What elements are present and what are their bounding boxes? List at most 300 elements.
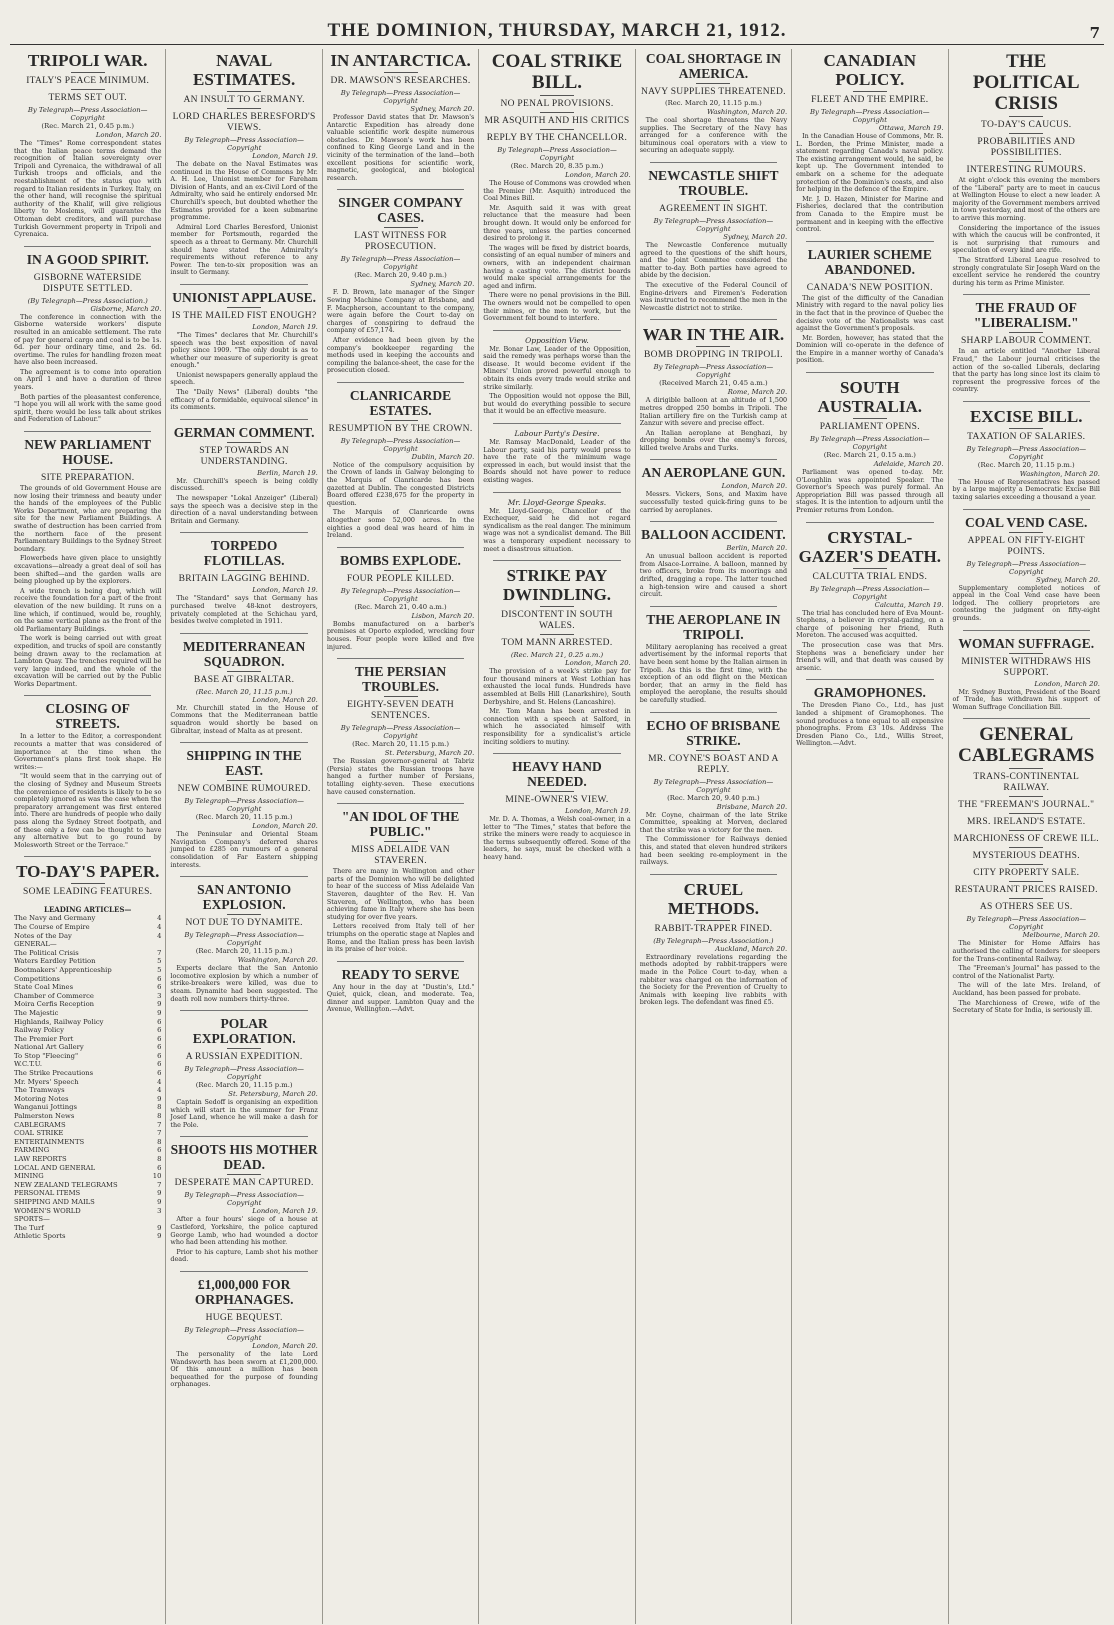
article-heading: UNIONIST APPLAUSE.: [172, 289, 317, 305]
article-heading: £1,000,000 FOR ORPHANAGES.: [194, 1277, 294, 1308]
article: [170, 1136, 317, 1264]
toc-item-page: 6: [157, 1069, 162, 1078]
article-byline: By Telegraph—Press Association—Copyright: [653, 363, 774, 380]
article-received: (Rec. March 21, 0.40 a.m.): [354, 602, 447, 611]
article-byline: (By Telegraph—Press Association.): [653, 936, 774, 945]
heading-rule: [1009, 428, 1043, 429]
toc-item-label: COAL STRIKE: [14, 1129, 64, 1138]
toc-item-label: National Art Gallery: [14, 1043, 84, 1052]
article-byline: (Rec. March 21, 0.25 a.m.): [510, 651, 604, 660]
article-subheading: ITALY'S PEACE MINIMUM.: [26, 76, 150, 86]
article-paragraph: A wide trench is being dug, which will receive the foundation for a part of the front elevation of the new building. It runs on a line which, if continued, would be, roughly, on the same vertical plane as the front of the old Parliamentary Buildings.: [14, 586, 162, 633]
toc-item-label: The Turf: [14, 1223, 44, 1232]
article-separator: [493, 753, 620, 754]
heading-rule: [227, 570, 261, 571]
article-heading: NEWCASTLE SHIFT TROUBLE.: [648, 167, 779, 198]
columns: [10, 49, 1104, 1624]
article-heading: TO-DAY'S PAPER.: [16, 862, 160, 882]
article: [14, 51, 161, 239]
article: [483, 330, 630, 416]
article-paragraph: "The Times" declares that Mr. Churchill's speech was the best exposition of naval policy since 1909. "The only doubt is as to whether our measure of superiority is great enough.": [170, 330, 318, 370]
toc-item: [14, 1052, 161, 1061]
toc-item-page: 6: [157, 974, 162, 983]
article-subheading: RESTAURANT PRICES RAISED.: [954, 885, 1098, 896]
article-subheading: A RUSSIAN EXPEDITION.: [185, 1052, 303, 1063]
article: [796, 51, 943, 234]
toc-item-page: 6: [157, 1051, 162, 1060]
toc-item-page: 7: [157, 1129, 162, 1138]
article-paragraph: Mr. D. A. Thomas, a Welsh coal-owner, in a letter to "The Times," states that before the strike the miners were ready to acquiesce in the terms subsequently offered. Some of the leaders, he says, must be checked with a heavy hand.: [483, 815, 631, 862]
toc-item-label: Railway Policy: [14, 1026, 64, 1035]
article: [14, 246, 161, 424]
article-paragraph: The "Times" Rome correspondent states that the Italian peace terms demand the recognition of Italian sovereignty over Tripoli and Cyrenaica, the withdrawal of all Turkish troops and officials, and the reestablishment of the status quo with regard to Italian residents in Turkey. Italy, on the other hand, will recognise the spiritual authority of the Khalif, will give religious liberty to Moslems, will guarantee the Ottoman debt creditors, and will purchase Turkish Government property in Tripoli and Cyrenaica.: [14, 139, 162, 239]
article-subheading: NEW COMBINE RUMOURED.: [177, 784, 311, 795]
article-dateline: Lisbon, March 20.: [411, 611, 475, 620]
article-subheading: INTERESTING RUMOURS.: [966, 165, 1086, 175]
article-paragraph: F. D. Brown, late manager of the Singer Sewing Machine Company at Brisbane, and F. Macpherson, accountant to the company, were again before the Court to-day on charges of conspiring to defraud the company of £57,174.: [326, 288, 475, 335]
article-heading: TRIPOLI WAR.: [27, 51, 148, 70]
article-separator: [337, 803, 464, 804]
article: [170, 532, 317, 625]
toc-item-label: To Stop "Fleecing": [14, 1051, 79, 1060]
article: [640, 162, 787, 312]
toc-item: [14, 1138, 161, 1147]
article-paragraph: The wages will be fixed by district boards, consisting of an equal number of miners and owners, with an independent chairman having a casting vote. The district boards would make special arrangements for the aged and infirm.: [483, 243, 631, 290]
toc-item-page: 6: [157, 1017, 162, 1026]
article-paragraph: After a four hours' siege of a house at Castleford, Yorkshire, the police captured George Lamb, who had wounded a doctor who had been attending his mother.: [170, 1215, 318, 1247]
article: [327, 51, 474, 182]
toc-item-label: Waters Eardley Petition: [14, 957, 96, 966]
article-subheading: TO-DAY'S CAUCUS.: [981, 120, 1072, 130]
article-heading: MEDITERRANEAN SQUADRON.: [183, 638, 306, 669]
article-dateline: London, March 19.: [565, 807, 631, 816]
toc-item-label: Competitions: [14, 974, 60, 983]
heading-rule: [696, 346, 730, 347]
article-subheading: MARCHIONESS OF CREWE ILL.: [953, 834, 1099, 845]
heading-rule: [384, 72, 418, 73]
article-paragraph: Mr. Sydney Buxton, President of the Board of Trade, has withdrawn his support of Woman Suffrage Conciliation Bill.: [952, 687, 1100, 711]
article-received: (Rec. March 21, 0.45 p.m.): [41, 122, 134, 130]
article-heading: HEAVY HAND NEEDED.: [512, 759, 602, 790]
article-dateline: London, March 19.: [252, 586, 318, 595]
article-heading: WOMAN SUFFRAGE.: [958, 635, 1095, 651]
article-subheading: MINE-OWNER'S VIEW.: [505, 795, 609, 806]
article: [483, 560, 630, 746]
article-byline: By Telegraph—Press Association—Copyright: [184, 1326, 304, 1343]
article-paragraph: In the Canadian House of Commons, Mr. R. L. Borden, the Prime Minister, made a statement regarding Canada's naval policy. The existing arrangement would, he said, be kept up. The Government intended to embark on a scheme for the adequate protection of the Dominion's coasts, and also for helping in the defence of the Empire.: [796, 132, 944, 194]
article-paragraph: Prior to his capture, Lamb shot his mother dead.: [170, 1247, 318, 1264]
article: [796, 241, 943, 365]
article-paragraph: Bombs manufactured on a barber's premises at Oporto exploded, wrecking four houses. Four people were killed and five injured.: [326, 619, 475, 651]
toc-item: [14, 949, 161, 958]
article-heading: Labour Party's Desire.: [514, 429, 600, 439]
toc-item-page: 9: [157, 1008, 162, 1017]
toc-item: [14, 1155, 161, 1164]
toc-item: [14, 992, 161, 1001]
toc-item: [14, 1069, 161, 1078]
article-heading: READY TO SERVE: [341, 966, 460, 982]
article-paragraph: A dirigible balloon at an altitude of 1,500 metres dropped 250 bombs in Tripoli. The Italian artillery fire on the Turkish camp at Zanzur with severe and precise effect.: [639, 396, 788, 428]
toc-item-page: 7: [157, 1180, 162, 1189]
article-paragraph: Mr. Lloyd-George, Chancellor of the Exchequer, said he did not regard syndicalism as the real danger. The minimum wage was not a syndicalist demand. The Bill was a temporary expedient necessary to meet a disastrous situation.: [483, 506, 631, 553]
toc-item-label: Mr. Myers' Speech: [14, 1077, 79, 1086]
toc-item-label: GENERAL—: [14, 940, 57, 949]
article-separator: [180, 742, 307, 743]
article-dateline: London, March 20.: [565, 659, 631, 668]
article-dateline: Washington, March 20.: [1019, 469, 1100, 478]
article: [640, 319, 787, 452]
article-dateline: Sydney, March 20.: [410, 105, 475, 113]
article-dateline: Melbourne, March 20.: [1022, 931, 1100, 940]
article-dateline: London, March 20.: [252, 695, 318, 704]
article-received: (Rec. March 20, 11.15 p.m.): [352, 740, 449, 749]
toc-item-label: The Majestic: [14, 1008, 59, 1017]
toc-item-label: CABLEGRAMS: [14, 1120, 66, 1129]
toc-item: [14, 1043, 161, 1052]
toc-item-page: 4: [157, 1086, 162, 1095]
heading-rule: [227, 91, 261, 92]
toc-item: [14, 1035, 161, 1044]
toc-item-page: 6: [157, 1163, 162, 1172]
article-heading: CLOSING OF STREETS.: [45, 701, 130, 732]
article-paragraph: Mr. Tom Mann has been arrested in connection with a speech at Salford, in which he associated himself with responsibility for a syndicalist's article inciting soldiers to mutiny.: [483, 707, 631, 746]
article-heading: EXCISE BILL.: [970, 406, 1083, 426]
article-paragraph: The Opposition would not oppose the Bill, but would do everything possible to secure that it would be an effective measure.: [483, 392, 631, 416]
article-subheading: MR ASQUITH AND HIS CRITICS: [484, 116, 630, 126]
article-byline: (By Telegraph—Press Association.): [27, 296, 148, 305]
toc-item: [14, 1009, 161, 1018]
article-paragraph: In an article entitled "Another Liberal Fraud," the Labour journal criticises the action of the so-called Liberals, declaring that the party has long since lost its claim to represent the progressive forces of the country.: [952, 347, 1100, 394]
toc-item-page: 8: [157, 1112, 162, 1121]
article-paragraph: The executive of the Federal Council of Engine-drivers and Firemen's Federation was instructed to recommend the men in the Newcastle district not to strike.: [639, 280, 788, 312]
article: [327, 547, 474, 651]
article-paragraph: Extraordinary revelations regarding the methods adopted by rabbit-trappers were made in the Police Court to-day, when a rabbiter was charged on the information of the Society for the Prevention of Cruelty to Animals with keeping live rabbits with broken legs. The defendant was fined £5.: [639, 952, 788, 1007]
article-paragraph: The Newcastle Conference mutually agreed to the questions of the shift hours, and the Joint Committee considered the matter to-day. Both parties have agreed to abide by the decision.: [639, 240, 788, 280]
toc-item-label: SHIPPING AND MAILS: [14, 1197, 95, 1206]
toc-item-label: Wanganui Jottings: [14, 1103, 77, 1112]
article-paragraph: Considering the importance of the issues with which the caucus will be confronted, it is not surprising that rumours and speculation of every kind are rife.: [952, 223, 1100, 255]
heading-rule: [71, 89, 105, 90]
article-heading: IN A GOOD SPIRIT.: [26, 251, 149, 267]
todays-paper-index: [14, 905, 161, 1241]
heading-rule: [1009, 532, 1043, 533]
article-subheading: AN INSULT TO GERMANY.: [183, 95, 305, 105]
article-separator: [180, 876, 307, 877]
article-heading: THE POLITICAL CRISIS: [972, 51, 1080, 114]
heading-rule: [540, 95, 574, 96]
toc-item-label: The Tramways: [14, 1086, 65, 1095]
article-byline: By Telegraph—Press Association—Copyright: [810, 108, 930, 124]
article-paragraph: An unusual balloon accident is reported from Alsace-Lorraine. A balloon, manned by two officers, broke from its moorings and drifted, dragging a rope. The latter touched a high-tension wire and caused a short circuit.: [639, 552, 788, 599]
article-separator: [650, 162, 777, 163]
heading-rule: [853, 568, 887, 569]
article-paragraph: The provision of a week's strike pay for four thousand miners at West Lothian has exhausted the local funds. Hundreds have assembled at Bells Hill (Lanarkshire), South Derbyshire, and St. Helens (Lancashire).: [483, 667, 631, 706]
article-paragraph: Captain Sedoff is organising an expedition which will start in the summer for Franz Josef Land, whence he will make a dash for the Pole.: [170, 1098, 318, 1129]
toc-item-label: Notes of the Day: [14, 931, 72, 940]
article-heading: SAN ANTONIO EXPLOSION.: [197, 882, 292, 913]
article-byline: By Telegraph—Press Association—Copyright: [653, 216, 774, 233]
article-subheading: MR. COYNE'S BOAST AND A REPLY.: [648, 753, 779, 775]
toc-item: [14, 1146, 161, 1155]
article-dateline: Ottawa, March 19.: [878, 124, 944, 132]
toc-item-page: 7: [157, 948, 162, 957]
article-paragraph: There were no penal provisions in the Bill. The owners would not be compelled to open their mines, or the men to work, but the Government felt bound to interfere.: [483, 291, 631, 323]
article-separator: [180, 1271, 307, 1272]
heading-rule: [384, 570, 418, 571]
article-heading: SOUTH AUSTRALIA.: [817, 378, 923, 417]
article: [640, 521, 787, 599]
toc-item: [14, 1086, 161, 1095]
toc-item-label: Moira Cerfis Reception: [14, 1000, 95, 1009]
article-subheading: CANADA'S NEW POSITION.: [806, 282, 933, 293]
toc-item-page: 9: [157, 1094, 162, 1103]
article-byline: By Telegraph—Press Association—Copyright: [184, 136, 304, 152]
article-heading: Mr. Lloyd-George Speaks.: [507, 497, 607, 507]
article-paragraph: The Russian governor-general at Tabriz (Persia) states the Russian troops have hanged a further number of Persians, totalling eighty-seven. These executions have caused consternation.: [326, 757, 475, 796]
article-separator: [493, 423, 620, 424]
article-paragraph: Mr. Churchill stated in the House of Commons that the Mediterranean battle squadron would shortly be based on Gibraltar, instead of Malta as at present.: [170, 703, 318, 735]
toc-item: [14, 1103, 161, 1112]
article: [953, 51, 1100, 287]
heading-rule: [1009, 898, 1043, 899]
article-heading: TORPEDO FLOTILLAS.: [203, 538, 285, 569]
heading-rule: [227, 442, 261, 443]
article-subheading: CITY PROPERTY SALE.: [973, 868, 1080, 879]
heading-rule: [384, 227, 418, 228]
article-heading: "AN IDOL OF THE PUBLIC.": [341, 809, 460, 840]
article-heading: CRYSTAL-GAZER'S DEATH.: [798, 527, 941, 566]
heading-rule: [853, 91, 887, 92]
article-paragraph: Letters received from Italy tell of her triumphs on the operatic stage at Naples and Rome, and the Italian press has been lavish in its praise of her voice.: [326, 922, 475, 954]
article-separator: [337, 658, 464, 659]
article-byline: By Telegraph—Press Association—Copyright: [810, 435, 930, 452]
article-subheading: SITE PREPARATION.: [40, 473, 135, 484]
heading-rule: [1009, 830, 1043, 831]
article-heading: GERMAN COMMENT.: [173, 424, 315, 440]
article-separator: [180, 1010, 307, 1011]
article-subheading: TAXATION OF SALARIES.: [967, 431, 1086, 442]
toc-item: [14, 1207, 161, 1216]
article-separator: [650, 874, 777, 875]
article-dateline: Sydney, March 20.: [410, 280, 475, 289]
article-subheading: REPLY BY THE CHANCELLOR.: [486, 133, 628, 143]
article: [483, 492, 630, 554]
article: [14, 695, 161, 849]
article-heading: POLAR EXPLORATION.: [192, 1016, 296, 1047]
article-dateline: Washington, March 20.: [706, 108, 788, 116]
toc-item-page: 6: [157, 1146, 162, 1155]
article: [796, 522, 943, 673]
toc-item-label: State Coal Mines: [14, 983, 74, 992]
toc-item-page: 7: [157, 1120, 162, 1129]
article-paragraph: At eight o'clock this evening the members of the "Liberal" party are to meet in caucus at Wellington House to elect a new leader. A majority of the Government members arrived in town yesterday, and most of the others are to arrive this morning.: [952, 176, 1100, 222]
article-paragraph: The prosecution case was that Mrs. Stephens was a beneficiary under her friend's will, and that death was caused by arsenic.: [796, 641, 944, 672]
heading-rule: [540, 634, 574, 635]
article-byline: By Telegraph—Press Association—Copyright: [653, 777, 774, 794]
column-4: [479, 49, 635, 1624]
toc-item: [14, 1078, 161, 1087]
article: [796, 679, 943, 748]
article-separator: [337, 382, 464, 383]
article-dateline: London, March 20.: [721, 482, 788, 491]
toc-item: [14, 957, 161, 966]
toc-item: [14, 1172, 161, 1181]
article-separator: [24, 246, 151, 247]
article-subheading: DISCONTENT IN SOUTH WALES.: [501, 610, 613, 632]
heading-rule: [1009, 161, 1043, 162]
masthead-title: THE DOMINION, THURSDAY, MARCH 21, 1912.: [327, 20, 787, 41]
article-separator: [963, 718, 1090, 719]
article-subheading: BASE AT GIBRALTAR.: [193, 674, 295, 685]
article-received: (Received March 21, 0.45 a.m.): [659, 379, 768, 388]
article-separator: [337, 189, 464, 190]
article-heading: IN ANTARCTICA.: [330, 51, 471, 70]
article-subheading: MINISTER WITHDRAWS HIS SUPPORT.: [961, 656, 1092, 678]
article-received: (Rec. March 21, 0.15 a.m.): [823, 451, 916, 460]
article: [170, 284, 317, 412]
article-paragraph: The "Daily News" (Liberal) doubts "the efficacy of a formidable, equivocal silence" in its comments.: [170, 388, 318, 412]
article-paragraph: The Marchioness of Crewe, wife of the Secretary of State for India, is seriously ill.: [952, 998, 1100, 1015]
article-received: (Rec. March 20, 8.35 p.m.): [510, 162, 604, 170]
toc-item-label: The Premier Port: [14, 1034, 74, 1043]
heading-rule: [227, 1048, 261, 1049]
article-paragraph: The agreement is to come into operation on April 1 and have a duration of three years.: [14, 367, 162, 392]
article: [796, 372, 943, 515]
article-paragraph: The Dresden Piano Co., Ltd., has just landed a shipment of Gramophones. The sound produces a tone equal to all expensive phonographs. From £3 10s. Address The Dresden Piano Co., Ltd., Willis Street, Wellington.—Advt.: [796, 701, 944, 748]
heading-rule: [853, 418, 887, 419]
article-paragraph: Flowerbeds have given place to unsightly excavations—already a great deal of soil has been shifted—and the garden walls are being ploughed up by the explorers.: [14, 554, 162, 586]
article: [483, 423, 630, 485]
heading-rule: [71, 883, 105, 884]
article-paragraph: "It would seem that in the carrying out of the closing of Sydney and Museum Streets the convenience of residents is likely to be so completely ignored as was the case when the preparatory arrangement was first entered into. There are hundreds of people who daily pass along the Sydney Street footpath, and of these only a few can be thought to have any alternative but to go round by Molesworth Street or the Terrace.": [14, 772, 162, 849]
article-paragraph: Parliament was opened to-day. Mr. O'Loughlin was appointed Speaker. The Governor's Speech was purely formal. An Appropriation Bill was passed through all stages. It is the intention to adjourn until the Premier returns from London.: [796, 468, 944, 515]
toc-item: [14, 1121, 161, 1130]
article: [953, 294, 1100, 394]
article: [483, 51, 630, 323]
article-byline: By Telegraph—Press Association—Copyright: [184, 1065, 304, 1082]
article-received: (Rec. March 20, 9.40 p.m.): [667, 793, 760, 802]
article-heading: STRIKE PAY DWINDLING.: [502, 566, 612, 605]
toc-item: [14, 940, 161, 949]
article: [327, 803, 474, 954]
article-byline: By Telegraph—Press Association—Copyright: [966, 444, 1087, 461]
toc-item-label: Motoring Notes: [14, 1094, 69, 1103]
toc-item-label: PERSONAL ITEMS: [14, 1189, 81, 1198]
toc-item-page: 9: [157, 1232, 162, 1241]
toc-heading: LEADING ARTICLES—: [44, 905, 132, 915]
heading-rule: [227, 780, 261, 781]
article: [640, 712, 787, 867]
toc-item-label: The Navy and Germany: [14, 914, 96, 923]
toc-item-label: MINING: [14, 1172, 44, 1181]
article-paragraph: Mr. J. D. Hazen, Minister for Marine and Fisheries, declared that the contribution from Canada to the Empire must be permanent and in keeping with the effective control.: [796, 194, 944, 234]
toc-item: [14, 1018, 161, 1027]
toc-item: [14, 1060, 161, 1069]
article-paragraph: Both parties of the pleasantest conference, "I hope you will all work with the same good spirit, there would be less talk about strikes and Federation of Labour.": [14, 392, 162, 424]
article-paragraph: Mr. Bonar Law, Leader of the Opposition, said the remedy was perhaps worse than the disease. It would become evident if the Miners' Union proved powerful enough to obtain its ends every trade would strike and strike similarly.: [483, 344, 631, 391]
article-subheading: IS THE MAILED FIST ENOUGH?: [171, 310, 317, 321]
heading-rule: [227, 1309, 261, 1310]
article-subheading: TRANS-CONTINENTAL RAILWAY.: [973, 772, 1080, 794]
toc-item-page: 6: [157, 983, 162, 992]
toc-item-page: 9: [157, 1223, 162, 1232]
heading-rule: [1009, 332, 1043, 333]
toc-item-label: W.C.T.U.: [14, 1060, 43, 1069]
heading-rule: [696, 200, 730, 201]
article-subheading: BRITAIN LAGGING BEHIND.: [178, 574, 310, 585]
article: [327, 658, 474, 796]
article-heading: SHOOTS HIS MOTHER DEAD.: [170, 1142, 318, 1173]
article-heading: THE PERSIAN TROUBLES.: [354, 664, 447, 695]
article-heading: CLANRICARDE ESTATES.: [349, 387, 452, 418]
toc-item-label: The Political Crisis: [14, 948, 79, 957]
toc-item-page: 8: [157, 1137, 162, 1146]
heading-rule: [1009, 768, 1043, 769]
article-paragraph: Military aeroplaning has received a great advertisement by the informal reports that have been sent home by the Italian airmen in Tripoli. As this is the first time, with the exception of an odd flight on the Mexican border, that an army in the field has employed the aeroplane, the results should be carefully studied.: [639, 642, 788, 704]
toc-item: [14, 1232, 161, 1241]
article-separator: [180, 532, 307, 533]
article: [640, 459, 787, 514]
article-separator: [24, 695, 151, 696]
heading-rule: [227, 914, 261, 915]
article-dateline: London, March 20.: [1034, 679, 1100, 688]
heading-rule: [71, 469, 105, 470]
article: [640, 51, 787, 155]
article-dateline: London, March 20.: [252, 1342, 318, 1351]
toc-item-label: Chamber of Commerce: [14, 991, 94, 1000]
column-2: [166, 49, 322, 1624]
toc-item-label: LAW REPORTS: [14, 1155, 67, 1163]
toc-item-label: LOCAL AND GENERAL: [14, 1163, 96, 1172]
toc-item-label: NEW ZEALAND TELEGRAMS: [14, 1180, 118, 1189]
toc-item: [14, 1164, 161, 1173]
article-heading: GENERAL CABLEGRAMS: [958, 724, 1095, 767]
article-dateline: London, March 20.: [565, 171, 631, 179]
article: [14, 856, 161, 898]
page-number: 7: [1089, 24, 1100, 42]
article-paragraph: The grounds of old Government House are now losing their trimness and beauty under the hands of the employees of the Public Works Department, who are preparing the site for the new Parliament Buildings. A swathe of destruction has been carried from the northern face of the present Parliamentary Buildings to the Sydney Street boundary.: [14, 484, 162, 553]
article-paragraph: Any hour in the day at "Dustin's, Ltd." Quiet, quick, clean, and moderate. Tea, dinner and supper. Lambton Quay and the Avenue, Wellington.—Advt.: [326, 982, 475, 1014]
toc-item: [14, 1129, 161, 1138]
article-subheading: FOUR PEOPLE KILLED.: [346, 573, 455, 584]
toc-item-label: Palmerston News: [14, 1112, 75, 1121]
article: [170, 419, 317, 526]
article-paragraph: The Stratford Liberal League resolved to strongly congratulate Sir Joseph Ward on the excellent service he rendered the country during his term as Prime Minister.: [952, 255, 1100, 287]
toc-item: [14, 914, 161, 923]
toc-item-label: ENTERTAINMENTS: [14, 1137, 85, 1146]
article-dateline: Sydney, March 20.: [1036, 575, 1100, 584]
article-subheading: THE "FREEMAN'S JOURNAL.": [958, 800, 1095, 811]
article: [953, 509, 1100, 623]
article-paragraph: The trial has concluded here of Eva Mount-Stephens, a believer in crystal-gazing, on a charge of poisoning her friend, Ruth Moreton. The accused was acquitted.: [796, 608, 944, 640]
article-dateline: Berlin, March 19.: [257, 468, 318, 477]
article-paragraph: The gist of the difficulty of the Canadian Ministry with regard to the naval policy lies in the fact that in the province of Quebec the decisive vote of the Nationalists was cast against the Government's proposals.: [796, 293, 944, 333]
article-paragraph: The coal shortage threatens the Navy supplies. The Secretary of the Navy has arranged for a conference with the bituminous coal operators with a view to securing an adequate supply.: [639, 116, 788, 155]
article: [14, 431, 161, 688]
article-separator: [650, 521, 777, 522]
article: [170, 1010, 317, 1129]
column-7: [949, 49, 1104, 1624]
article-paragraph: Mr. Asquith said it was with great reluctance that the measure had been brought down. It would only be enforced for three years, unless the parties concerned desired to prolong it.: [483, 203, 631, 243]
article-byline: By Telegraph—Press Association—Copyright: [810, 584, 930, 601]
article-separator: [180, 1136, 307, 1137]
article-separator: [806, 522, 933, 523]
column-5: [636, 49, 792, 1624]
heading-rule: [71, 269, 105, 270]
article: [327, 961, 474, 1014]
article-paragraph: An Italian aeroplane at Benghazi, by dropping bombs over the enemy's forces, killed twelve Arabs and Turks.: [639, 428, 788, 452]
article-dateline: London, March 19.: [252, 152, 318, 160]
